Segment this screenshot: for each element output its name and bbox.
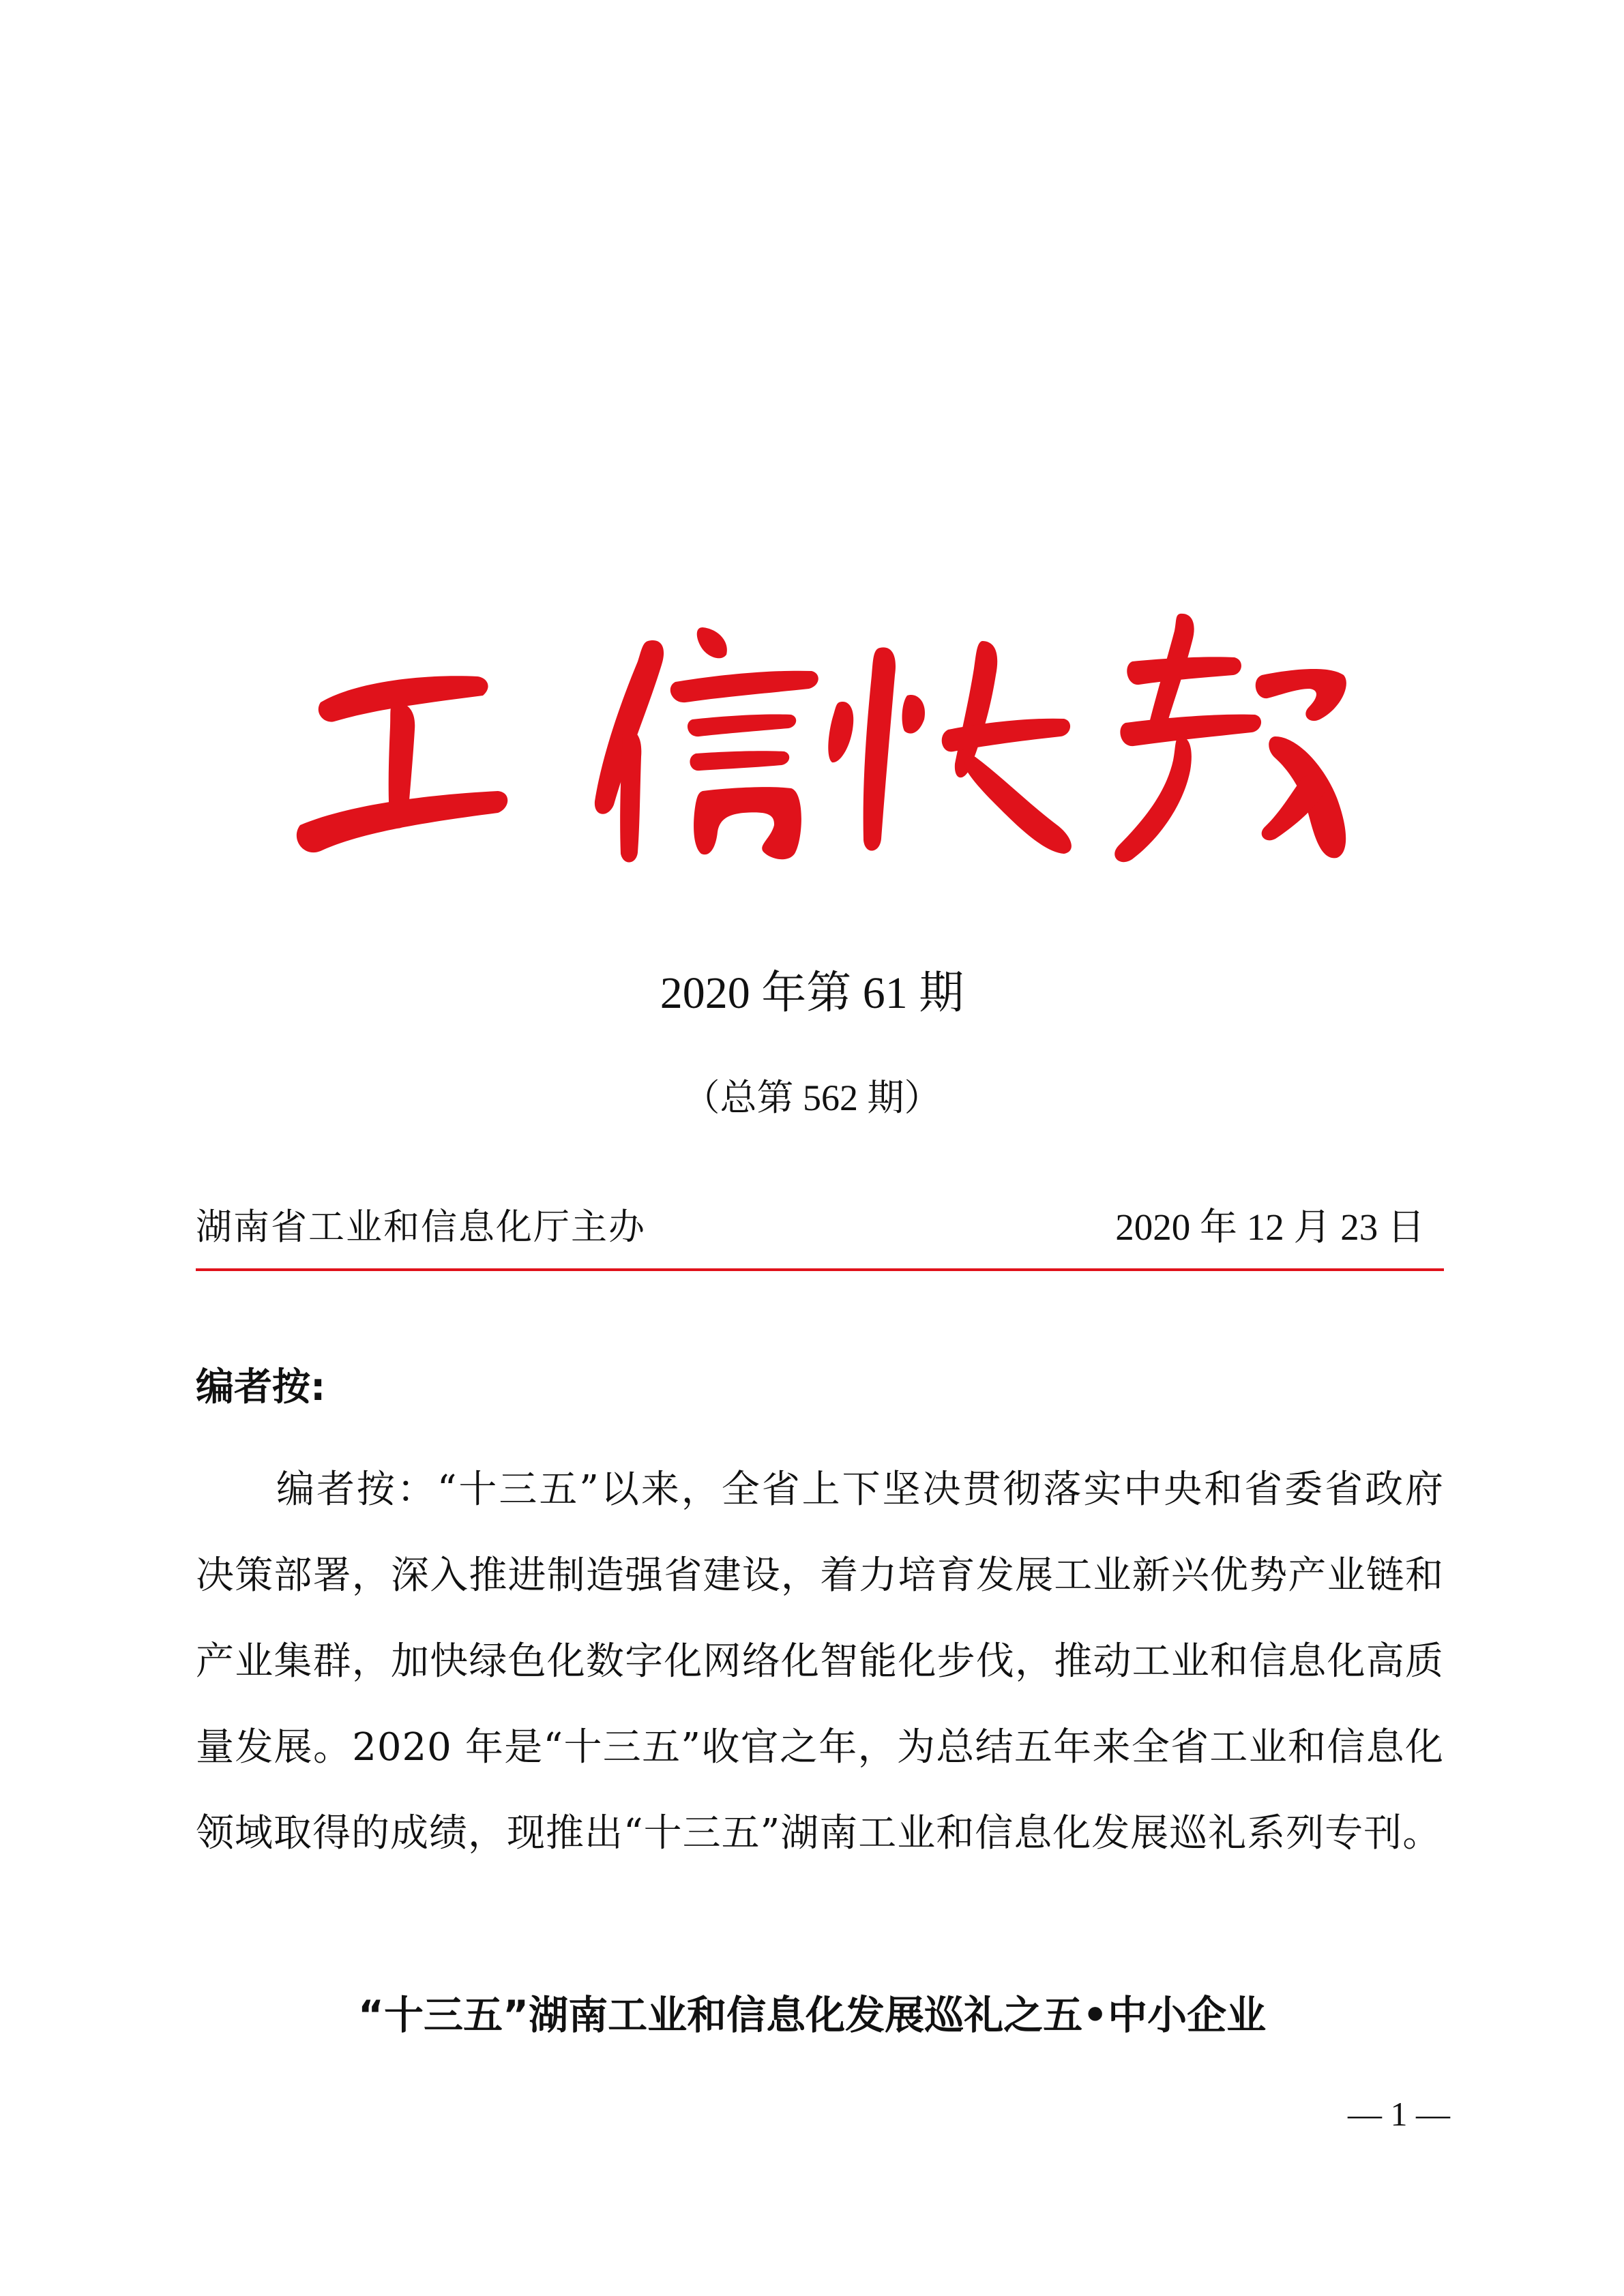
issue-number: 2020 年第 61 期 xyxy=(660,968,964,1018)
page-number: — 1 — xyxy=(1348,2095,1450,2133)
header-divider xyxy=(196,1268,1444,1271)
organizer: 湖南省工业和信息化厅主办 xyxy=(196,1206,646,1248)
editor-note-heading: 编者按: xyxy=(196,1365,326,1410)
masthead-calligraphy xyxy=(293,600,1357,873)
masthead-logo xyxy=(293,600,1357,873)
article-title: “十三五”湖南工业和信息化发展巡礼之五•中小企业 xyxy=(357,1992,1267,2038)
editor-note-body: 编者按：“十三五”以来，全省上下坚决贯彻落实中央和省委省政府决策部署，深入推进制造强省建设，着力培育发展工业新兴优势产业链和产业集群，加快绿色化数字化网络化智能化步伐，推动工业和信息化高质量发展。2020 年是“十三五”收官之年，为总结五年来全省工业和信息化领域取得的成绩，现推出“十三五”湖南工业和信息化发展巡礼系列专刊。 xyxy=(196,1467,1444,1855)
publication-date: 2020 年 12 月 23 日 xyxy=(1115,1206,1425,1248)
total-issue-number: （总第 562 期） xyxy=(683,1077,941,1118)
